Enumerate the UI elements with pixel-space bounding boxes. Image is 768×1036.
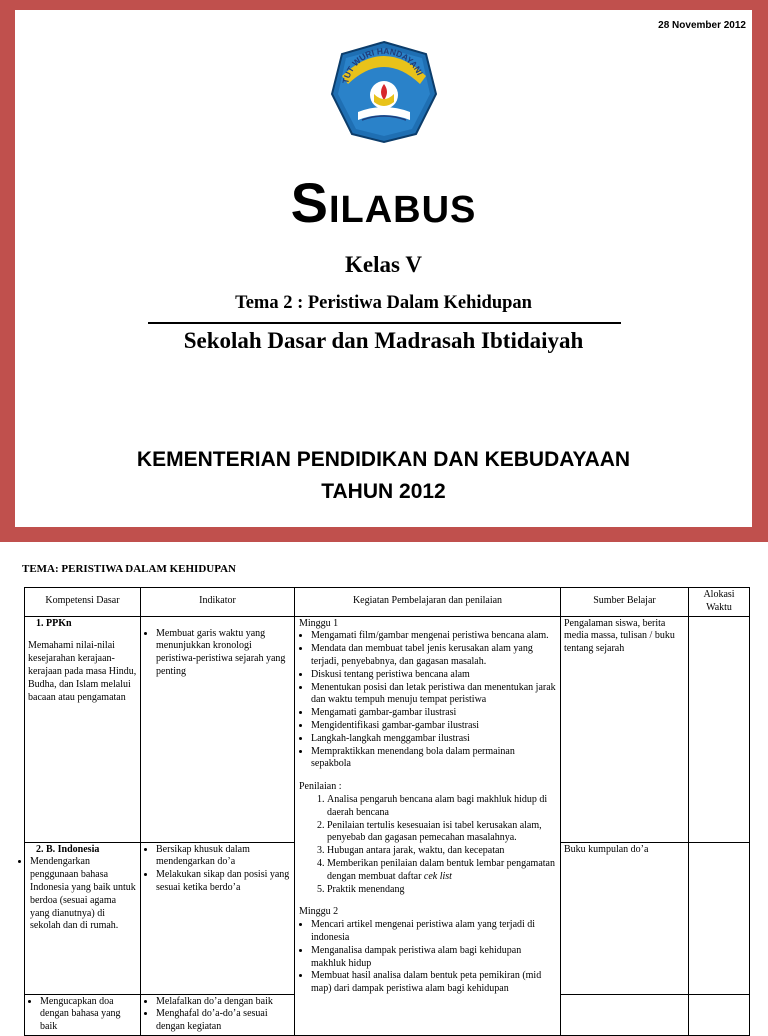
list-item: • Diskusi tentang peristiwa bencana alam <box>311 669 557 682</box>
minggu-2-label: Minggu 2 <box>299 906 339 918</box>
list-item: • Mengidentifikasi gambar-gambar ilustrasi <box>311 720 557 733</box>
alokasi-cell-bindonesia <box>689 842 750 994</box>
header-indikator: Indikator <box>141 588 295 617</box>
sumber-cell-row3 <box>561 994 689 1035</box>
header-alokasi-waktu: Alokasi Waktu <box>689 588 750 617</box>
list-item: • Mendata dan membuat tabel jenis kerusakan alam yang terjadi, penyebabnya, dan gagasan masalah. <box>311 643 557 669</box>
document-date: 28 November 2012 <box>658 20 746 31</box>
indikator-cell-melafalkan <box>141 994 295 1035</box>
list-item: • Langkah-langkah menggambar ilustrasi <box>311 733 557 746</box>
class-level: Kelas V <box>345 252 422 277</box>
list-item: 2. Penilaian tertulis kesesuaian isi tabel kerusakan alam, penyebab dan gagasan pemecahan masalahnya. <box>327 820 557 846</box>
list-item: 1. Analisa pengaruh bencana alam bagi makhluk hidup di daerah bencana <box>327 794 557 820</box>
list-item: • Mencari artikel mengenai peristiwa alam yang terjadi di indonesia <box>311 919 557 945</box>
table-row <box>25 616 750 842</box>
list-item: • Mempraktikkan menendang bola dalam permainan sepakbola <box>311 746 557 772</box>
tut-wuri-handayani-logo <box>328 40 440 144</box>
list-item: 3. Hubugan antara jarak, waktu, dan kecepatan <box>327 845 557 858</box>
header-kompetensi-dasar: Kompetensi Dasar <box>25 588 141 617</box>
minggu-1-label: Minggu 1 <box>299 617 339 629</box>
penilaian-label: Penilaian : <box>299 781 342 793</box>
list-item: • Bersikap khusuk dalam mendengarkan do’a <box>156 844 291 870</box>
kd-text-ppkn: Memahami nilai-nilai kesejarahan kerajaan-kerajaan pada masa Hindu, Budha, dan Islam melalui bacaan atau pengamatan <box>28 640 137 703</box>
year-label: TAHUN 2012 <box>321 480 446 503</box>
header-sumber-belajar: Sumber Belajar <box>561 588 689 617</box>
alokasi-cell-row3 <box>689 994 750 1035</box>
document-title: SILABUS <box>290 171 477 234</box>
list-item: • Melafalkan do’a dengan baik <box>156 996 291 1009</box>
list-item: • Menganalisa dampak peristiwa alam bagi kehidupan makhluk hidup <box>311 945 557 971</box>
alokasi-cell-ppkn <box>689 616 750 842</box>
table-header-row <box>25 588 750 617</box>
list-item: • Mengamati film/gambar mengenai peristiwa bencana alam. <box>311 630 557 643</box>
list-item: • Mengamati gambar-gambar ilustrasi <box>311 707 557 720</box>
kd-title-ppkn: 1. PPKn <box>36 617 72 629</box>
theme-subtitle: Tema 2 : Peristiwa Dalam Kehidupan <box>235 293 532 313</box>
indikator-cell-bindonesia <box>141 842 295 994</box>
school-level: Sekolah Dasar dan Madrasah Ibtidaiyah <box>183 328 584 353</box>
list-item: • Mengucapkan doa dengan bahasa yang baik <box>40 996 137 1034</box>
sumber-cell-bindonesia: Buku kumpulan do’a <box>561 842 689 994</box>
list-item: • Melakukan sikap dan posisi yang sesuai ketika berdo’a <box>156 869 291 895</box>
kd-cell-ppkn <box>25 616 141 842</box>
kegiatan-cell <box>295 616 561 1035</box>
kd-title-bindonesia: 2. B. Indonesia <box>36 843 100 855</box>
indikator-cell-ppkn <box>141 616 295 842</box>
kd-cell-bindonesia <box>25 842 141 994</box>
logo-motto: TUT WURI HANDAYANI <box>340 45 425 85</box>
ministry-name: KEMENTERIAN PENDIDIKAN DAN KEBUDAYAAN <box>136 448 631 471</box>
list-item: • Mendengarkan penggunaan bahasa Indonesia yang baik untuk berdoa (sesuai agama yang dianutnya) di sekolah dan di rumah. <box>30 856 137 933</box>
list-item: • Membuat garis waktu yang menunjukkan kronologi peristiwa-peristiwa sejarah yang penting <box>156 628 291 679</box>
kd-cell-mengucapkan <box>25 994 141 1035</box>
header-kegiatan: Kegiatan Pembelajaran dan penilaian <box>295 588 561 617</box>
syllabus-table <box>24 587 750 1036</box>
list-item: 5. Praktik menendang <box>327 884 557 897</box>
list-item: • Menentukan posisi dan letak peristiwa dan menentukan jarak dan waktu tempuh menuju tempat peristiwa <box>311 682 557 708</box>
sumber-cell-ppkn: Pengalaman siswa, berita media massa, tulisan / buku tentang sejarah <box>561 616 689 842</box>
title-divider <box>148 322 621 324</box>
list-item: • Menghafal do’a-do’a sesuai dengan kegiatan <box>156 1008 291 1034</box>
list-item: • Membuat hasil analisa dalam bentuk peta pemikiran (mid map) dari dampak peristiwa alam bagi kehidupan <box>311 970 557 996</box>
table-theme-heading: TEMA: PERISTIWA DALAM KEHIDUPAN <box>22 563 237 575</box>
cover-page <box>15 10 752 527</box>
list-item: 4. Memberikan penilaian dalam bentuk lembar pengamatan dengan membuat daftar cek list <box>327 858 557 884</box>
